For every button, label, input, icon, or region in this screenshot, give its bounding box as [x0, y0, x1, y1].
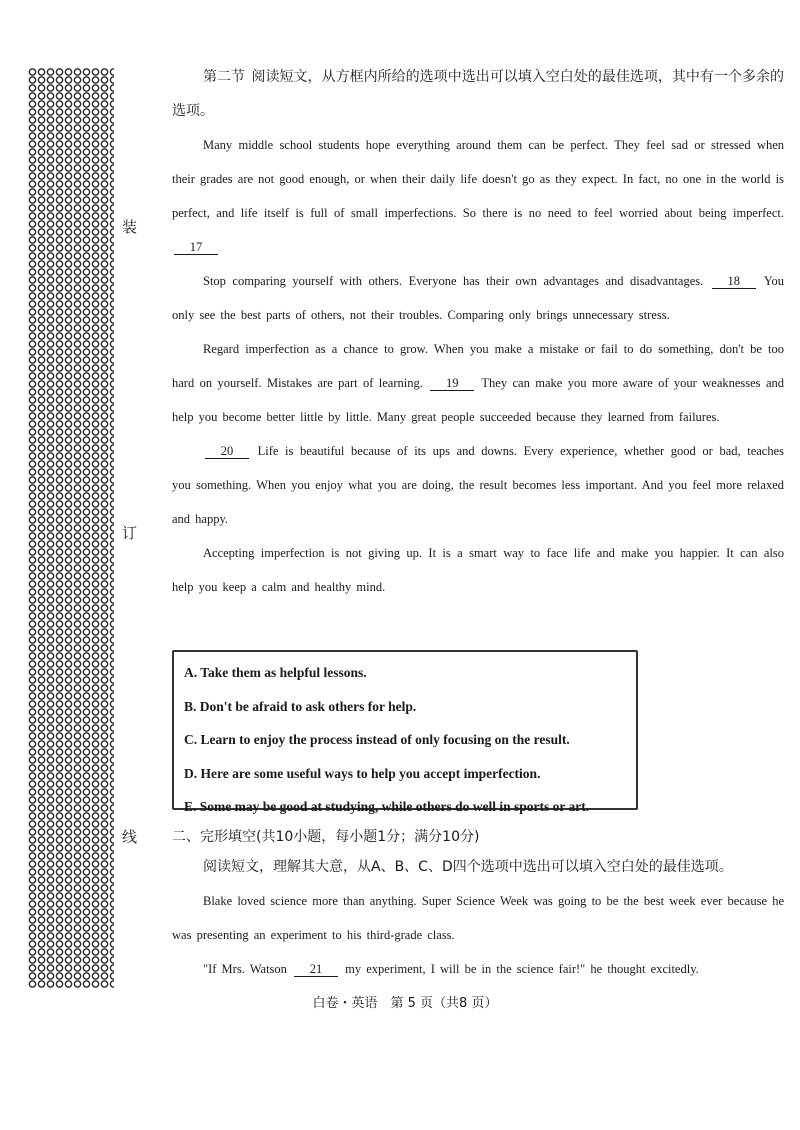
paragraph-4 — [172, 434, 784, 536]
blank-19: 19 — [430, 376, 474, 391]
option-b: B. Don't be afraid to ask others for help. — [184, 698, 417, 714]
binding-char-xian: 线 — [122, 828, 138, 846]
paragraph-5: Accepting imperfection is not giving up. It is a smart way to face life and make you happier. It can also help you keep a calm and healthy mind. — [172, 546, 784, 594]
section-instruction: 第二节 阅读短文，从方框内所给的选项中选出可以填入空白处的最佳选项，其中有一个多余的选项。 — [172, 69, 784, 119]
cloze-paragraph-2-text-a: "If Mrs. Watson — [203, 962, 287, 976]
cloze-paragraph-1: Blake loved science more than anything. Super Science Week was going to be the best week ever because he was presenting an experiment to his third-grade class. — [172, 894, 784, 942]
blank-21: 21 — [294, 962, 338, 977]
cloze-section-title: 二、完形填空(共10小题，每小题1分；满分10分) — [172, 829, 480, 845]
binding-char-ding: 订 — [122, 524, 138, 542]
paragraph-2-text-b: You only see the best parts of others, not their troubles. Comparing only brings unnecessary stress. — [172, 274, 785, 322]
paragraph-3 — [172, 332, 784, 434]
paragraph-2 — [172, 264, 784, 332]
paragraph-1-text: Many middle school students hope everything around them can be perfect. They feel sad or stressed when their grades are not good enough, or when their daily life doesn't go as they expect. In fact, no one in the world is perfect, and life itself is full of small imperfections. So there is no need to feel worried about being imperfect. — [172, 138, 784, 220]
binding-margin-pattern — [28, 68, 114, 988]
cloze-paragraph-2 — [172, 952, 784, 986]
paragraph-3-text-b: They can make you more aware of your weaknesses and help you become better little by little. Many great people succeeded because they learned from failures. — [172, 376, 784, 424]
paragraph-4-text: Life is beautiful because of its ups and downs. Every experience, whether good or bad, teaches you something. When you enjoy what you are doing, the result becomes less important. And you feel more relaxed and happy. — [172, 444, 784, 526]
paragraph-1 — [172, 128, 784, 264]
blank-20: 20 — [205, 444, 249, 459]
blank-17: 17 — [174, 240, 218, 255]
paragraph-3-text-a: Regard imperfection as a chance to grow. When you make a mistake or fail to do something, don't be too hard on yourself. Mistakes are part of learning. — [172, 342, 784, 390]
option-c: C. Learn to enjoy the process instead of only focusing on the result. — [184, 732, 570, 747]
cloze-paragraph-2-text-b: my experiment, I will be in the science fair!" he thought excitedly. — [345, 962, 699, 976]
binding-char-zhuang: 装 — [122, 218, 138, 236]
cloze-section — [172, 824, 784, 986]
option-e: E. Some may be good at studying, while others do well in sports or art. — [184, 799, 590, 814]
page-footer: 白卷・英语 第 5 页（共8 页） — [312, 996, 498, 1011]
cloze-instruction: 阅读短文，理解其大意，从A、B、C、D四个选项中选出可以填入空白处的最佳选项。 — [203, 859, 733, 875]
reading-section — [172, 60, 784, 604]
option-d: D. Here are some useful ways to help you accept imperfection. — [184, 765, 541, 781]
option-a: A. Take them as helpful lessons. — [184, 665, 367, 680]
blank-18: 18 — [712, 274, 756, 289]
options-box — [172, 650, 638, 814]
paragraph-2-text-a: Stop comparing yourself with others. Everyone has their own advantages and disadvantages. — [203, 274, 704, 288]
